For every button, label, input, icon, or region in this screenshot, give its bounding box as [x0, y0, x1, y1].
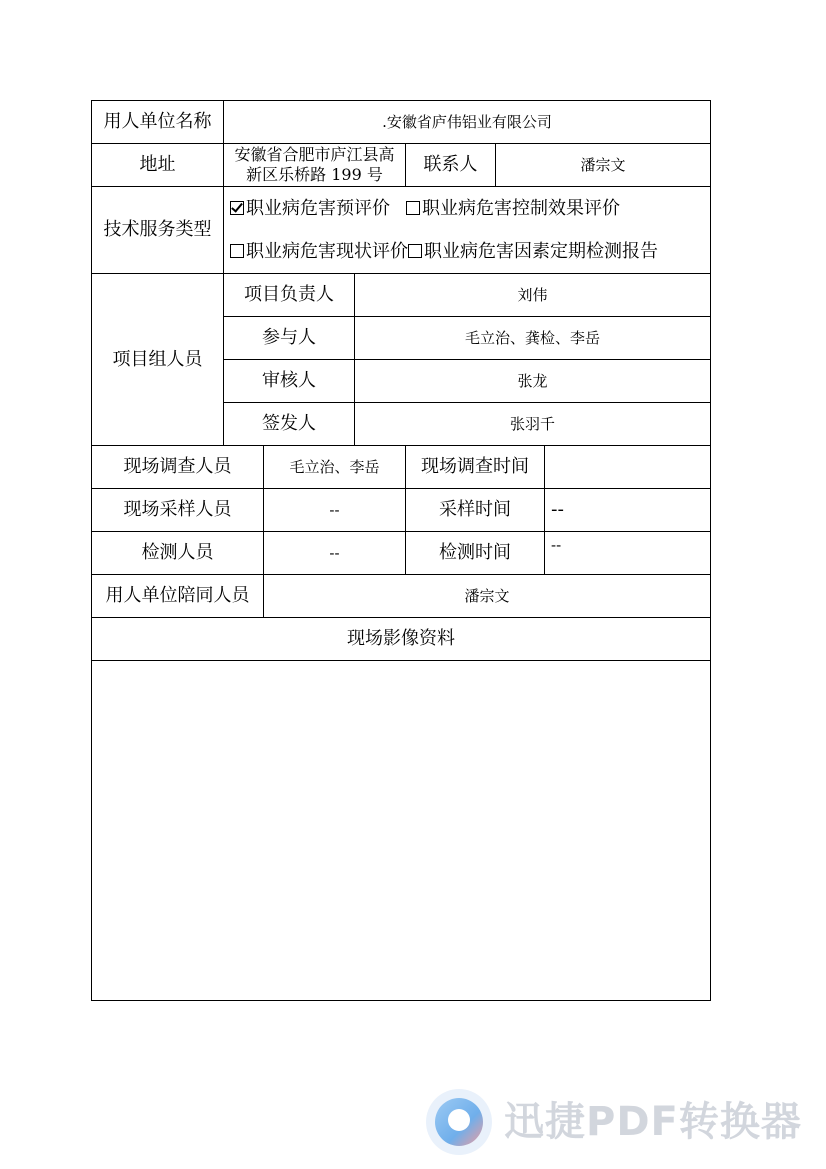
row-escort	[92, 575, 711, 618]
sampling-staff-label: 现场采样人员	[92, 489, 264, 532]
checkbox-empty-icon[interactable]	[230, 244, 244, 258]
watermark-text: 迅捷PDF转换器	[504, 1099, 802, 1145]
survey-staff-label: 现场调查人员	[92, 446, 264, 489]
survey-staff-value: 毛立治、李岳	[264, 446, 406, 489]
sampling-staff-value: --	[264, 489, 406, 532]
address-value: 安徽省合肥市庐江县高新区乐桥路 199 号	[224, 144, 406, 187]
service-type-label: 技术服务类型	[92, 187, 224, 274]
row-testing	[92, 532, 711, 575]
survey-time-value	[545, 446, 711, 489]
sampling-time-label: 采样时间	[406, 489, 545, 532]
service-options-line-1	[230, 187, 710, 230]
team-role: 签发人	[224, 403, 355, 446]
row-employer-name	[92, 101, 711, 144]
row-survey	[92, 446, 711, 489]
address-label: 地址	[92, 144, 224, 187]
team-role: 参与人	[224, 317, 355, 360]
contact-value: 潘宗文	[496, 144, 711, 187]
row-team-leader	[92, 274, 711, 317]
team-role: 审核人	[224, 360, 355, 403]
survey-time-label: 现场调查时间	[406, 446, 545, 489]
employer-name-value: .安徽省庐伟铝业有限公司	[224, 101, 711, 144]
service-option-label: 职业病危害因素定期检测报告	[424, 241, 658, 262]
escort-label: 用人单位陪同人员	[92, 575, 264, 618]
service-option-label: 职业病危害预评价	[246, 198, 390, 219]
team-role: 项目负责人	[224, 274, 355, 317]
row-images-area	[92, 661, 711, 1001]
service-option-label: 职业病危害控制效果评价	[422, 198, 620, 219]
testing-staff-value: --	[264, 532, 406, 575]
checkbox-checked-icon[interactable]	[230, 201, 244, 215]
testing-time-label: 检测时间	[406, 532, 545, 575]
pdf-converter-logo-icon	[426, 1089, 492, 1155]
row-sampling	[92, 489, 711, 532]
escort-value: 潘宗文	[264, 575, 711, 618]
team-member-name: 刘伟	[355, 274, 711, 317]
images-area	[92, 661, 711, 1001]
contact-label: 联系人	[406, 144, 496, 187]
team-member-name: 张龙	[355, 360, 711, 403]
images-label: 现场影像资料	[92, 618, 711, 661]
watermark	[426, 1089, 816, 1155]
team-member-name: 毛立治、龚检、李岳	[355, 317, 711, 360]
testing-staff-label: 检测人员	[92, 532, 264, 575]
checkbox-empty-icon[interactable]	[406, 201, 420, 215]
employer-name-label: 用人单位名称	[92, 101, 224, 144]
record-form-table	[91, 100, 711, 1001]
team-member-name: 张羽千	[355, 403, 711, 446]
row-address	[92, 144, 711, 187]
service-type-options	[224, 187, 711, 274]
row-service-type	[92, 187, 711, 274]
row-images-header	[92, 618, 711, 661]
service-options-line-2	[230, 230, 710, 273]
sampling-time-value: --	[545, 489, 711, 532]
project-team-label: 项目组人员	[92, 274, 224, 446]
service-option-label: 职业病危害现状评价	[246, 241, 408, 262]
checkbox-empty-icon[interactable]	[408, 244, 422, 258]
testing-time-value: --	[545, 532, 711, 575]
